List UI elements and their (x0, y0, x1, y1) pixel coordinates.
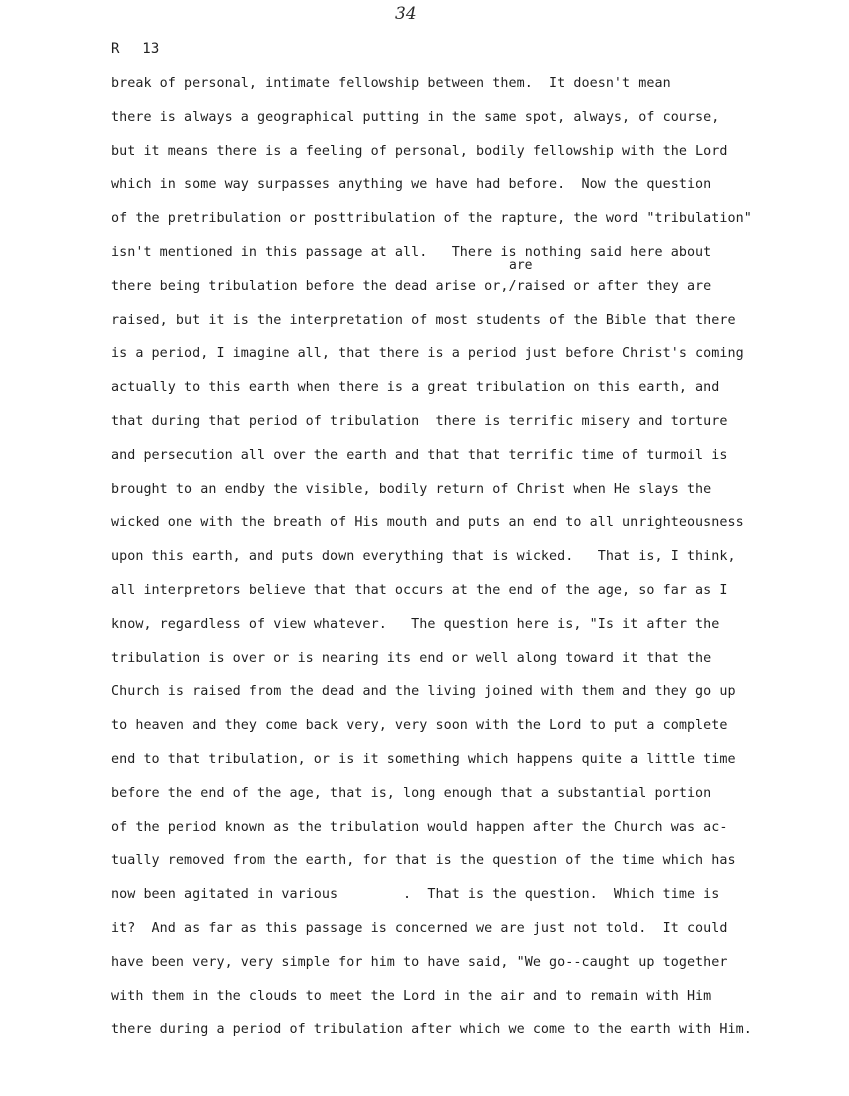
text-line: there during a period of tribulation after which we come to the earth with Him. (111, 1022, 752, 1038)
text-line: have been very, very simple for him to have said, "We go--caught up together (111, 954, 728, 970)
text-line: there is always a geographical putting in the same spot, always, of course, (111, 109, 720, 125)
text-line: of the period known as the tribulation would happen after the Church was ac- (111, 819, 728, 835)
text-line: upon this earth, and puts down everything that is wicked. That is, I think, (111, 549, 736, 565)
body-text (111, 72, 801, 1052)
text-line: now been agitated in various . That is the question. Which time is (111, 887, 720, 903)
text-line: brought to an endby the visible, bodily return of Christ when He slays the (111, 481, 712, 497)
text-line: actually to this earth when there is a great tribulation on this earth, and (111, 380, 720, 396)
text-line: of the pretribulation or posttribulation of the rapture, the word "tribulation" (111, 211, 752, 227)
text-line: wicked one with the breath of His mouth and puts an end to all unrighteousness (111, 515, 744, 531)
page-number: 34 (395, 4, 417, 24)
text-line: to heaven and they come back very, very soon with the Lord to put a complete (111, 718, 728, 734)
text-line: before the end of the age, that is, long enough that a substantial portion (111, 785, 712, 801)
text-line: isn't mentioned in this passage at all. There is nothing said here about (111, 244, 712, 260)
text-line: with them in the clouds to meet the Lord in the air and to remain with Him (111, 988, 712, 1004)
text-line: there being tribulation before the dead arise or,/raised or after they are (111, 278, 712, 294)
text-line: is a period, I imagine all, that there is a period just before Christ's coming (111, 346, 744, 362)
handwritten-insertion: are (509, 258, 533, 273)
text-line: but it means there is a feeling of personal, bodily fellowship with the Lord (111, 143, 728, 159)
text-line: end to that tribulation, or is it something which happens quite a little time (111, 751, 736, 767)
text-line: that during that period of tribulation there is terrific misery and torture (111, 413, 728, 429)
text-line: all interpretors believe that that occurs at the end of the age, so far as I (111, 582, 728, 598)
text-line: break of personal, intimate fellowship between them. It doesn't mean (111, 76, 671, 91)
text-line: raised, but it is the interpretation of most students of the Bible that there (111, 312, 736, 328)
text-line: which in some way surpasses anything we have had before. Now the question (111, 177, 712, 193)
text-line: and persecution all over the earth and that that terrific time of turmoil is (111, 447, 728, 463)
text-line: tribulation is over or is nearing its end or well along toward it that the (111, 650, 712, 666)
text-line: it? And as far as this passage is concerned we are just not told. It could (111, 920, 728, 936)
text-line: know, regardless of view whatever. The question here is, "Is it after the (111, 616, 720, 632)
text-line: Church is raised from the dead and the living joined with them and they go up (111, 684, 736, 700)
section-label: R 13 (111, 41, 160, 57)
text-line: tually removed from the earth, for that is the question of the time which has (111, 853, 736, 869)
